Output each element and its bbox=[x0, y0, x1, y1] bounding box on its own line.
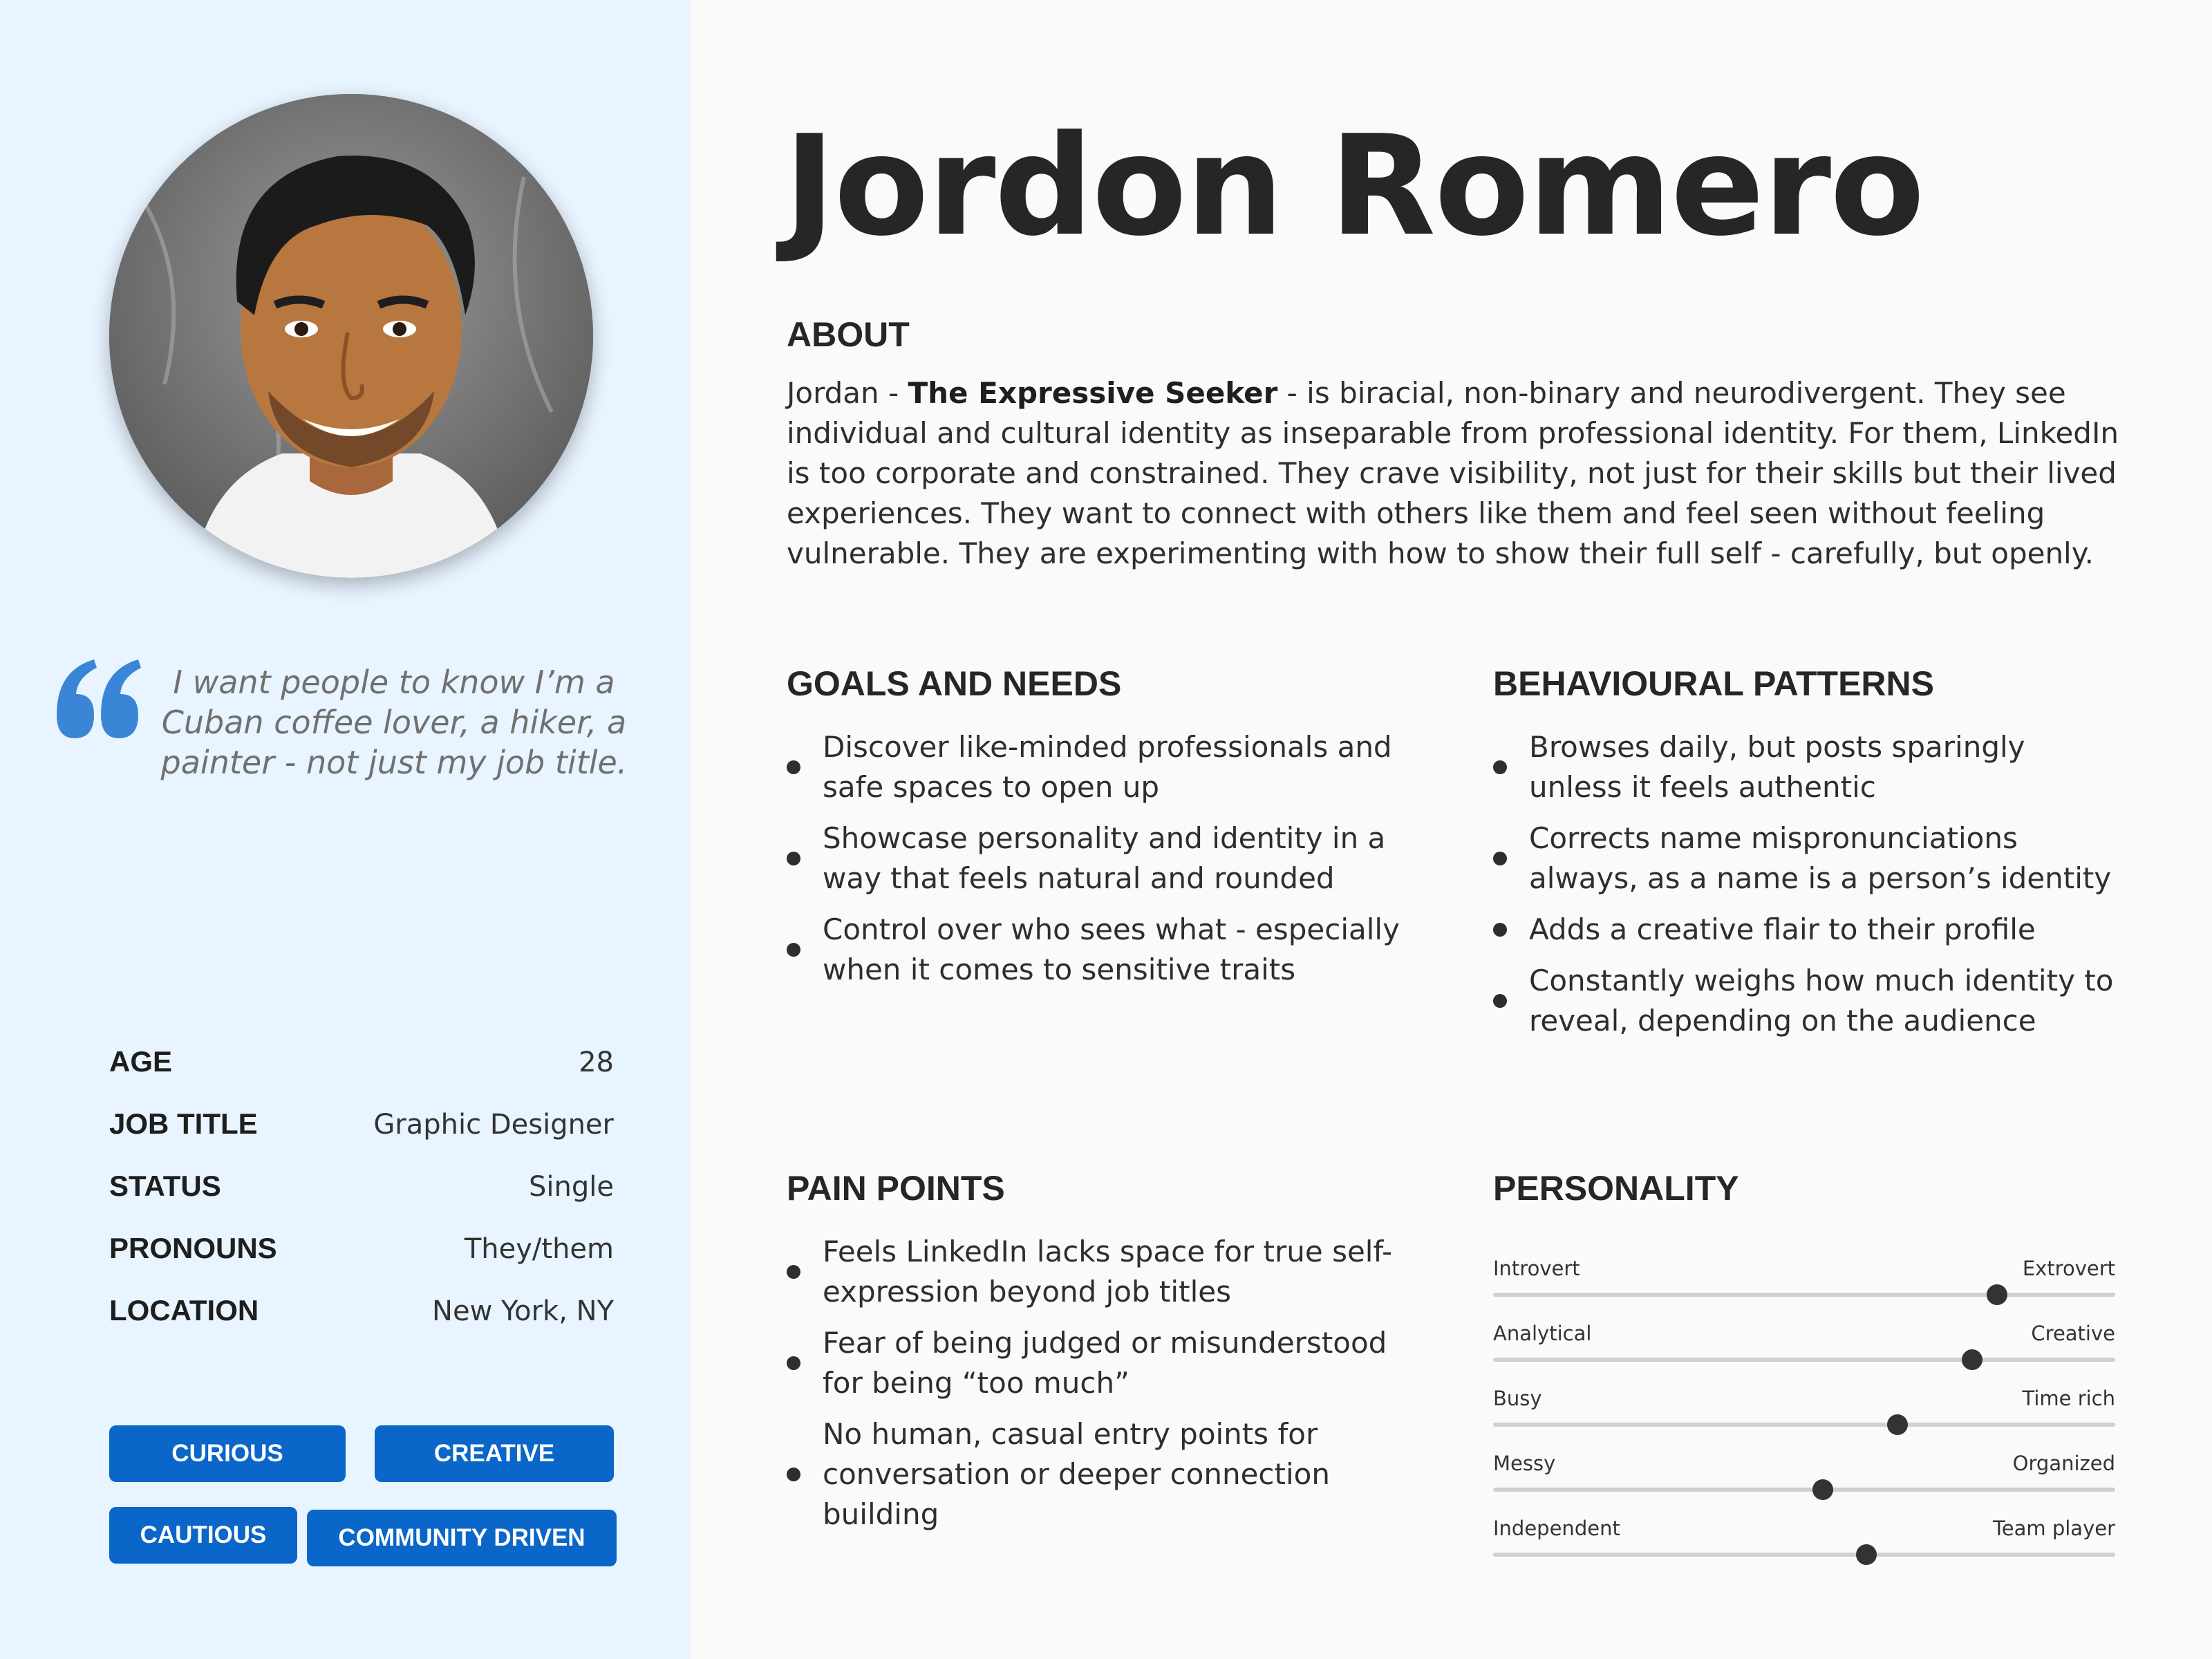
slider-knob bbox=[1962, 1349, 1983, 1370]
bullet-icon bbox=[1493, 760, 1507, 774]
slider-knob bbox=[1887, 1414, 1908, 1435]
list-item-text: Control over who sees what - especially when it comes to sensitive traits bbox=[823, 912, 1400, 986]
detail-label: JOB TITLE bbox=[109, 1107, 258, 1140]
left-panel bbox=[0, 0, 690, 1659]
bullet-icon bbox=[1493, 994, 1507, 1008]
detail-value: Single bbox=[529, 1171, 614, 1203]
behaviours-heading: BEHAVIOURAL PATTERNS bbox=[1493, 664, 1934, 703]
list-item bbox=[787, 910, 1409, 990]
about-text bbox=[787, 373, 2121, 574]
tag-creative[interactable]: CREATIVE bbox=[375, 1425, 614, 1482]
detail-value: They/them bbox=[464, 1233, 614, 1265]
list-item-text: Constantly weighs how much identity to reveal, depending on the audience bbox=[1529, 964, 2114, 1038]
detail-row-age bbox=[109, 1045, 614, 1107]
slider-track bbox=[1493, 1423, 2115, 1427]
quote-icon bbox=[51, 657, 144, 741]
slider-knob bbox=[1856, 1544, 1877, 1565]
avatar bbox=[109, 94, 593, 578]
bullet-icon bbox=[787, 1356, 800, 1370]
persona-quote: I want people to know I’m a Cuban coffee lover, a hiker, a painter - not just my job title. bbox=[160, 664, 628, 781]
slider-track bbox=[1493, 1293, 2115, 1297]
slider-knob bbox=[1987, 1284, 2007, 1305]
list-item bbox=[787, 1323, 1409, 1403]
avatar-photo bbox=[109, 94, 593, 578]
detail-label: LOCATION bbox=[109, 1294, 259, 1327]
personality-slider bbox=[1493, 1452, 2115, 1517]
list-item bbox=[1493, 818, 2115, 899]
list-item bbox=[1493, 910, 2115, 950]
detail-label: STATUS bbox=[109, 1170, 221, 1202]
tag-cautious[interactable]: CAUTIOUS bbox=[109, 1507, 297, 1564]
slider-track bbox=[1493, 1358, 2115, 1362]
bullet-icon bbox=[787, 943, 800, 957]
list-item bbox=[787, 1232, 1409, 1312]
detail-row-status bbox=[109, 1170, 614, 1232]
bullet-icon bbox=[1493, 923, 1507, 937]
slider-right-label: Time rich bbox=[2022, 1387, 2115, 1410]
detail-row-location bbox=[109, 1294, 614, 1356]
list-item-text: No human, casual entry points for conversation or deeper connection building bbox=[823, 1417, 1330, 1531]
list-item bbox=[1493, 961, 2115, 1041]
pain-points-heading: PAIN POINTS bbox=[787, 1169, 1005, 1208]
list-item bbox=[1493, 727, 2115, 807]
personality-slider bbox=[1493, 1517, 2115, 1582]
tag-community-driven[interactable]: COMMUNITY DRIVEN bbox=[307, 1510, 617, 1566]
detail-label: AGE bbox=[109, 1045, 173, 1078]
goals-list bbox=[787, 727, 1409, 1001]
slider-right-label: Organized bbox=[2012, 1452, 2115, 1475]
slider-left-label: Messy bbox=[1493, 1452, 1556, 1475]
slider-track bbox=[1493, 1488, 2115, 1492]
list-item-text: Discover like-minded professionals and safe spaces to open up bbox=[823, 730, 1392, 804]
bullet-icon bbox=[787, 852, 800, 865]
list-item bbox=[787, 1414, 1409, 1535]
list-item bbox=[787, 727, 1409, 807]
list-item-text: Browses daily, but posts sparingly unless it feels authentic bbox=[1529, 730, 2025, 804]
personality-slider bbox=[1493, 1387, 2115, 1452]
about-prefix: Jordan - bbox=[787, 376, 908, 410]
slider-track bbox=[1493, 1553, 2115, 1557]
list-item bbox=[787, 818, 1409, 899]
goals-heading: GOALS AND NEEDS bbox=[787, 664, 1122, 703]
list-item-text: Fear of being judged or misunderstood for being “too much” bbox=[823, 1326, 1387, 1400]
list-item-text: Feels LinkedIn lacks space for true self-expression beyond job titles bbox=[823, 1235, 1393, 1309]
slider-knob bbox=[1812, 1479, 1833, 1500]
list-item-text: Showcase personality and identity in a way that feels natural and rounded bbox=[823, 821, 1386, 895]
pain-points-list bbox=[787, 1232, 1409, 1546]
about-heading: ABOUT bbox=[787, 315, 910, 354]
list-item-text: Corrects name mispronunciations always, as a name is a person’s identity bbox=[1529, 821, 2112, 895]
personality-slider bbox=[1493, 1257, 2115, 1322]
detail-row-pronouns bbox=[109, 1232, 614, 1294]
detail-value: New York, NY bbox=[432, 1295, 614, 1327]
slider-right-label: Extrovert bbox=[2022, 1257, 2115, 1280]
detail-value: Graphic Designer bbox=[373, 1109, 614, 1141]
list-item-text: Adds a creative flair to their profile bbox=[1529, 912, 2036, 946]
detail-row-job-title bbox=[109, 1107, 614, 1170]
about-body: - is biracial, non-binary and neurodivergent. They see individual and cultural identity as inseparable from professional identity. For them, LinkedIn is too corporate and constrained. They crave visibility, not just for their skills but their lived experiences. They want to connect with others like them and feel seen without feeling vulnerable. They are experimenting with how to show their full self - carefully, but openly. bbox=[787, 376, 2119, 570]
tag-curious[interactable]: CURIOUS bbox=[109, 1425, 346, 1482]
slider-left-label: Independent bbox=[1493, 1517, 1620, 1540]
slider-right-label: Creative bbox=[2031, 1322, 2115, 1345]
personality-heading: PERSONALITY bbox=[1493, 1169, 1739, 1208]
bullet-icon bbox=[787, 760, 800, 774]
slider-left-label: Analytical bbox=[1493, 1322, 1592, 1345]
slider-left-label: Introvert bbox=[1493, 1257, 1580, 1280]
bullet-icon bbox=[787, 1265, 800, 1279]
persona-details bbox=[109, 1045, 614, 1356]
about-highlight: The Expressive Seeker bbox=[908, 376, 1278, 410]
personality-sliders bbox=[1493, 1257, 2115, 1582]
slider-left-label: Busy bbox=[1493, 1387, 1542, 1410]
behaviours-list bbox=[1493, 727, 2115, 1052]
bullet-icon bbox=[1493, 852, 1507, 865]
personality-slider bbox=[1493, 1322, 2115, 1387]
slider-right-label: Team player bbox=[1992, 1517, 2115, 1540]
persona-name: Jordon Romero bbox=[784, 106, 1924, 267]
detail-value: 28 bbox=[579, 1047, 614, 1078]
detail-label: PRONOUNS bbox=[109, 1232, 277, 1264]
bullet-icon bbox=[787, 1468, 800, 1481]
